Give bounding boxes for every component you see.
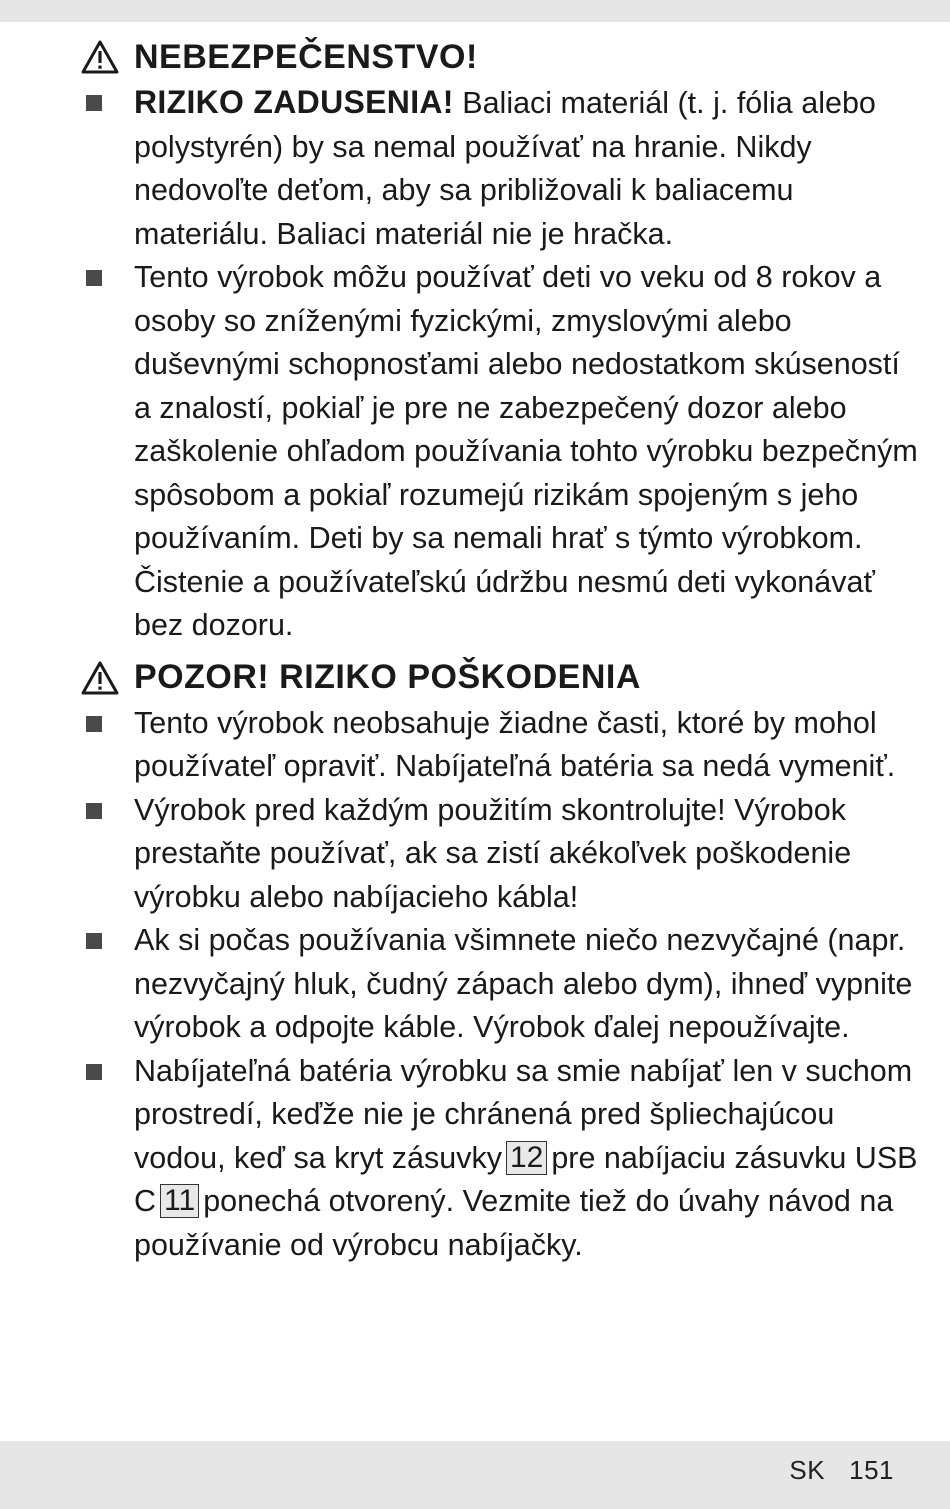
square-bullet-icon: [86, 1064, 102, 1080]
list-item: [80, 919, 920, 1050]
list-item: [80, 789, 920, 920]
list-item-body: Nabíjateľná batéria výrobku sa smie nabíjať len v suchom prostredí, keďže nie je chránená pred špliechajúcou vodou, keď sa kryt zásuvky: [134, 1053, 913, 1175]
square-bullet-icon: [86, 270, 102, 286]
danger-list: [80, 81, 920, 648]
square-bullet-icon: [86, 933, 102, 949]
section-heading-text: NEBEZPEČENSTVO!: [134, 37, 478, 76]
square-bullet-icon: [86, 716, 102, 732]
list-item-text: Ak si počas používania všimnete niečo nezvyčajné (napr. nezvyčajný hluk, čudný zápach alebo dym), ihneď vypnite výrobok a odpojte káble. Výrobok ďalej nepoužívajte.: [134, 923, 913, 1044]
safety-instructions: [80, 33, 920, 1267]
list-item: [80, 256, 920, 648]
list-item-text: Tento výrobok môžu používať deti vo veku od 8 rokov a osoby so zníženými fyzickými, zmyslovými alebo duševnými schopnosťami alebo nedostatkom skúseností a znalostí, pokiaľ je pre ne zabezpečený dozor alebo zaškolenie ohľadom používania tohto výrobku bezpečným spôsobom a pokiaľ rozumejú rizikám spojeným s jeho používaním. Deti by sa nemali hrať s týmto výrobkom. Čistenie a používateľskú údržbu nesmú deti vykonávať bez dozoru.: [134, 260, 918, 642]
list-item-body: Baliaci materiál (t. j. fólia alebo polystyrén) by sa nemal používať na hranie. Nikdy nedovoľte deťom, aby sa približovali k baliacemu materiálu. Baliaci materiál nie je hračka.: [134, 86, 876, 251]
list-item-lead: RIZIKO ZADUSENIA!: [134, 84, 454, 120]
section-caution: [80, 654, 920, 1268]
list-item: [80, 81, 920, 256]
page-footer: [789, 1455, 894, 1486]
language-code: SK: [789, 1455, 826, 1485]
warning-triangle-icon: [80, 660, 120, 696]
section-danger: [80, 33, 920, 648]
part-reference-badge: 11: [160, 1184, 199, 1218]
page-number: 151: [849, 1455, 894, 1485]
square-bullet-icon: [86, 95, 102, 111]
part-reference-badge: 12: [506, 1141, 547, 1175]
caution-heading: [80, 654, 920, 702]
list-item-body: ponechá otvorený. Vezmite tiež do úvahy návod na používanie od výrobcu nabíjačky.: [134, 1184, 894, 1262]
list-item-text: [134, 1050, 920, 1268]
list-item-body: pre nabíjaciu zásuvku USB C: [134, 1140, 918, 1218]
danger-heading: [80, 33, 920, 81]
list-item-text: [134, 81, 920, 256]
square-bullet-icon: [86, 803, 102, 819]
section-heading-text: POZOR! RIZIKO POŠKODENIA: [134, 658, 641, 696]
list-item-text: Výrobok pred každým použitím skontrolujte! Výrobok prestaňte používať, ak sa zistí akékoľvek poškodenie výrobku alebo nabíjacieho kábla!: [134, 792, 852, 914]
list-item-text: Tento výrobok neobsahuje žiadne časti, ktoré by mohol používateľ opraviť. Nabíjateľná batéria sa nedá vymeniť.: [134, 705, 896, 783]
top-band: [0, 0, 950, 22]
warning-triangle-icon: [80, 39, 120, 75]
list-item: [80, 702, 920, 789]
caution-list: [80, 702, 920, 1268]
list-item: [80, 1050, 920, 1268]
